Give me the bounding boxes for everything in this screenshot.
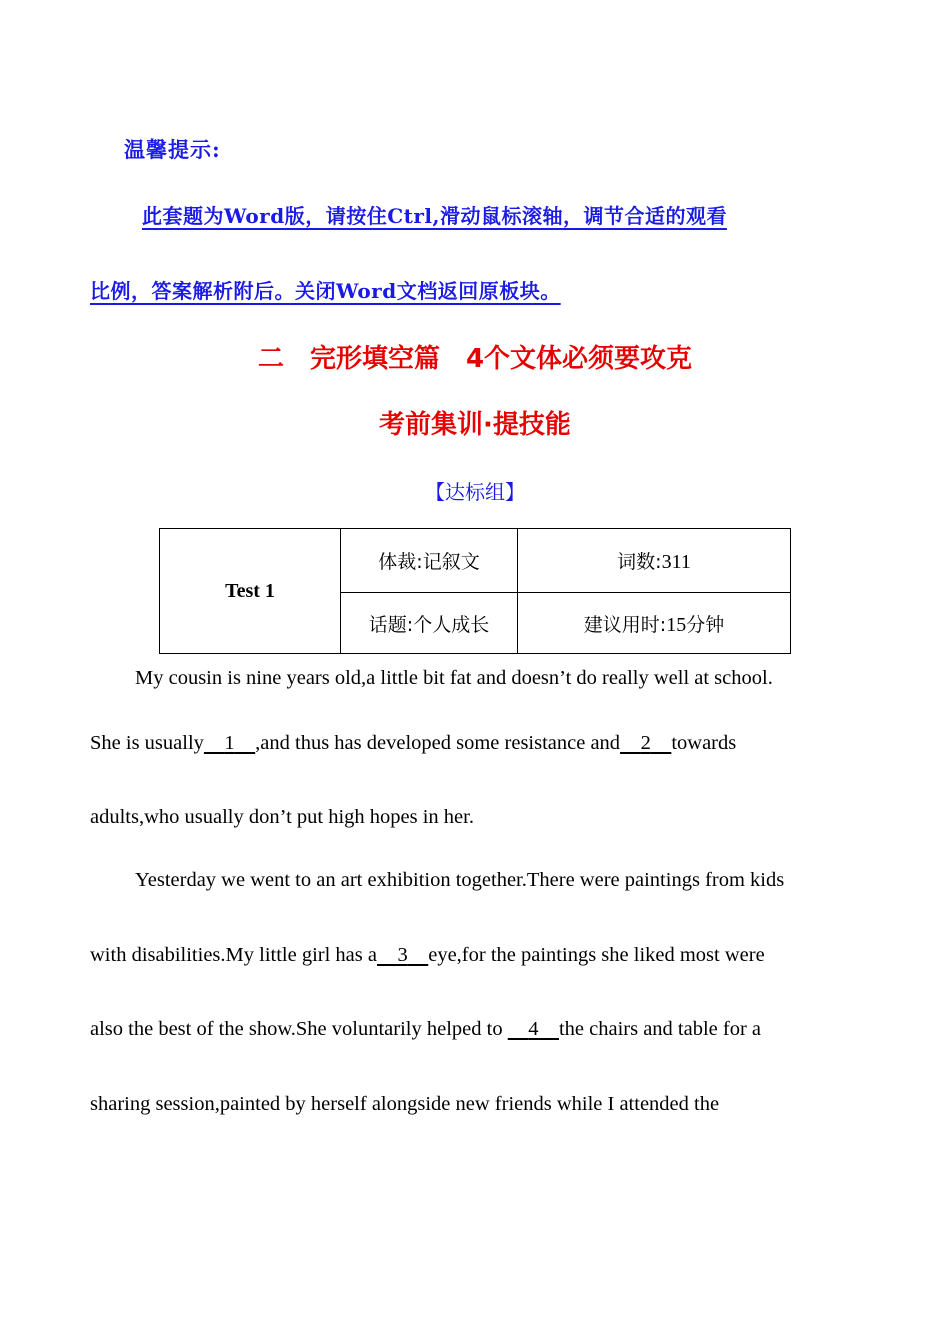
blank-1: 1 (224, 732, 235, 754)
passage-text: towards (671, 732, 737, 754)
topic-cell: 话题:个人成长 (341, 593, 518, 654)
passage-text: eye,for the paintings she liked most were (428, 944, 765, 966)
tip-title: 温馨提示: (124, 137, 221, 162)
passage-text: She is usually (90, 732, 204, 754)
time-value: 15 (666, 613, 687, 636)
passage-line-4: Yesterday we went to an art exhibition together.There were paintings from kids (135, 869, 785, 891)
passage-line-6 (90, 1018, 761, 1041)
blank-3: 3 (397, 944, 408, 966)
part-subtitle: 4个文体必须要攻克 (465, 344, 693, 374)
word-count-cell (518, 529, 791, 593)
passage-text: with disabilities.My little girl has a (90, 944, 377, 966)
part-number: 二 (257, 344, 284, 374)
group-label: 【达标组】 (425, 480, 525, 504)
passage-text: also the best of the show.She voluntarily helped to (90, 1018, 503, 1040)
test-name-cell: Test 1 (160, 529, 341, 654)
word-count-value: 311 (661, 551, 691, 573)
test-info-table (159, 528, 791, 654)
passage-line-2 (90, 732, 736, 755)
passage-line-5 (90, 944, 765, 967)
part-title: 完形填空篇 (309, 344, 440, 374)
time-unit: 分钟 (686, 613, 725, 636)
passage-line-7: sharing session,painted by herself alongside new friends while I attended the (90, 1093, 720, 1115)
passage-text: the chairs and table for a (558, 1018, 762, 1040)
passage-line-1: My cousin is nine years old,a little bit fat and doesn’t do really well at school. (135, 667, 773, 689)
genre-cell: 体裁:记叙文 (341, 529, 518, 593)
tip-text-line-2: 比例，答案解析附后。关闭Word文档返回原板块。 (90, 279, 561, 303)
section-heading: 考前集训·提技能 (379, 410, 571, 440)
passage-text: ,and thus has developed some resistance and (255, 732, 621, 754)
blank-4: 4 (528, 1018, 539, 1040)
suggested-time-cell (518, 593, 791, 654)
part-heading (0, 338, 950, 375)
tip-text-line-1: 此套题为Word版，请按住Ctrl,滑动鼠标滚轴，调节合适的观看 (142, 204, 727, 228)
time-label: 建议用时: (583, 613, 667, 636)
blank-2: 2 (640, 732, 651, 754)
passage-line-3: adults,who usually don’t put high hopes in her. (90, 806, 474, 828)
word-count-label: 词数: (617, 551, 662, 573)
